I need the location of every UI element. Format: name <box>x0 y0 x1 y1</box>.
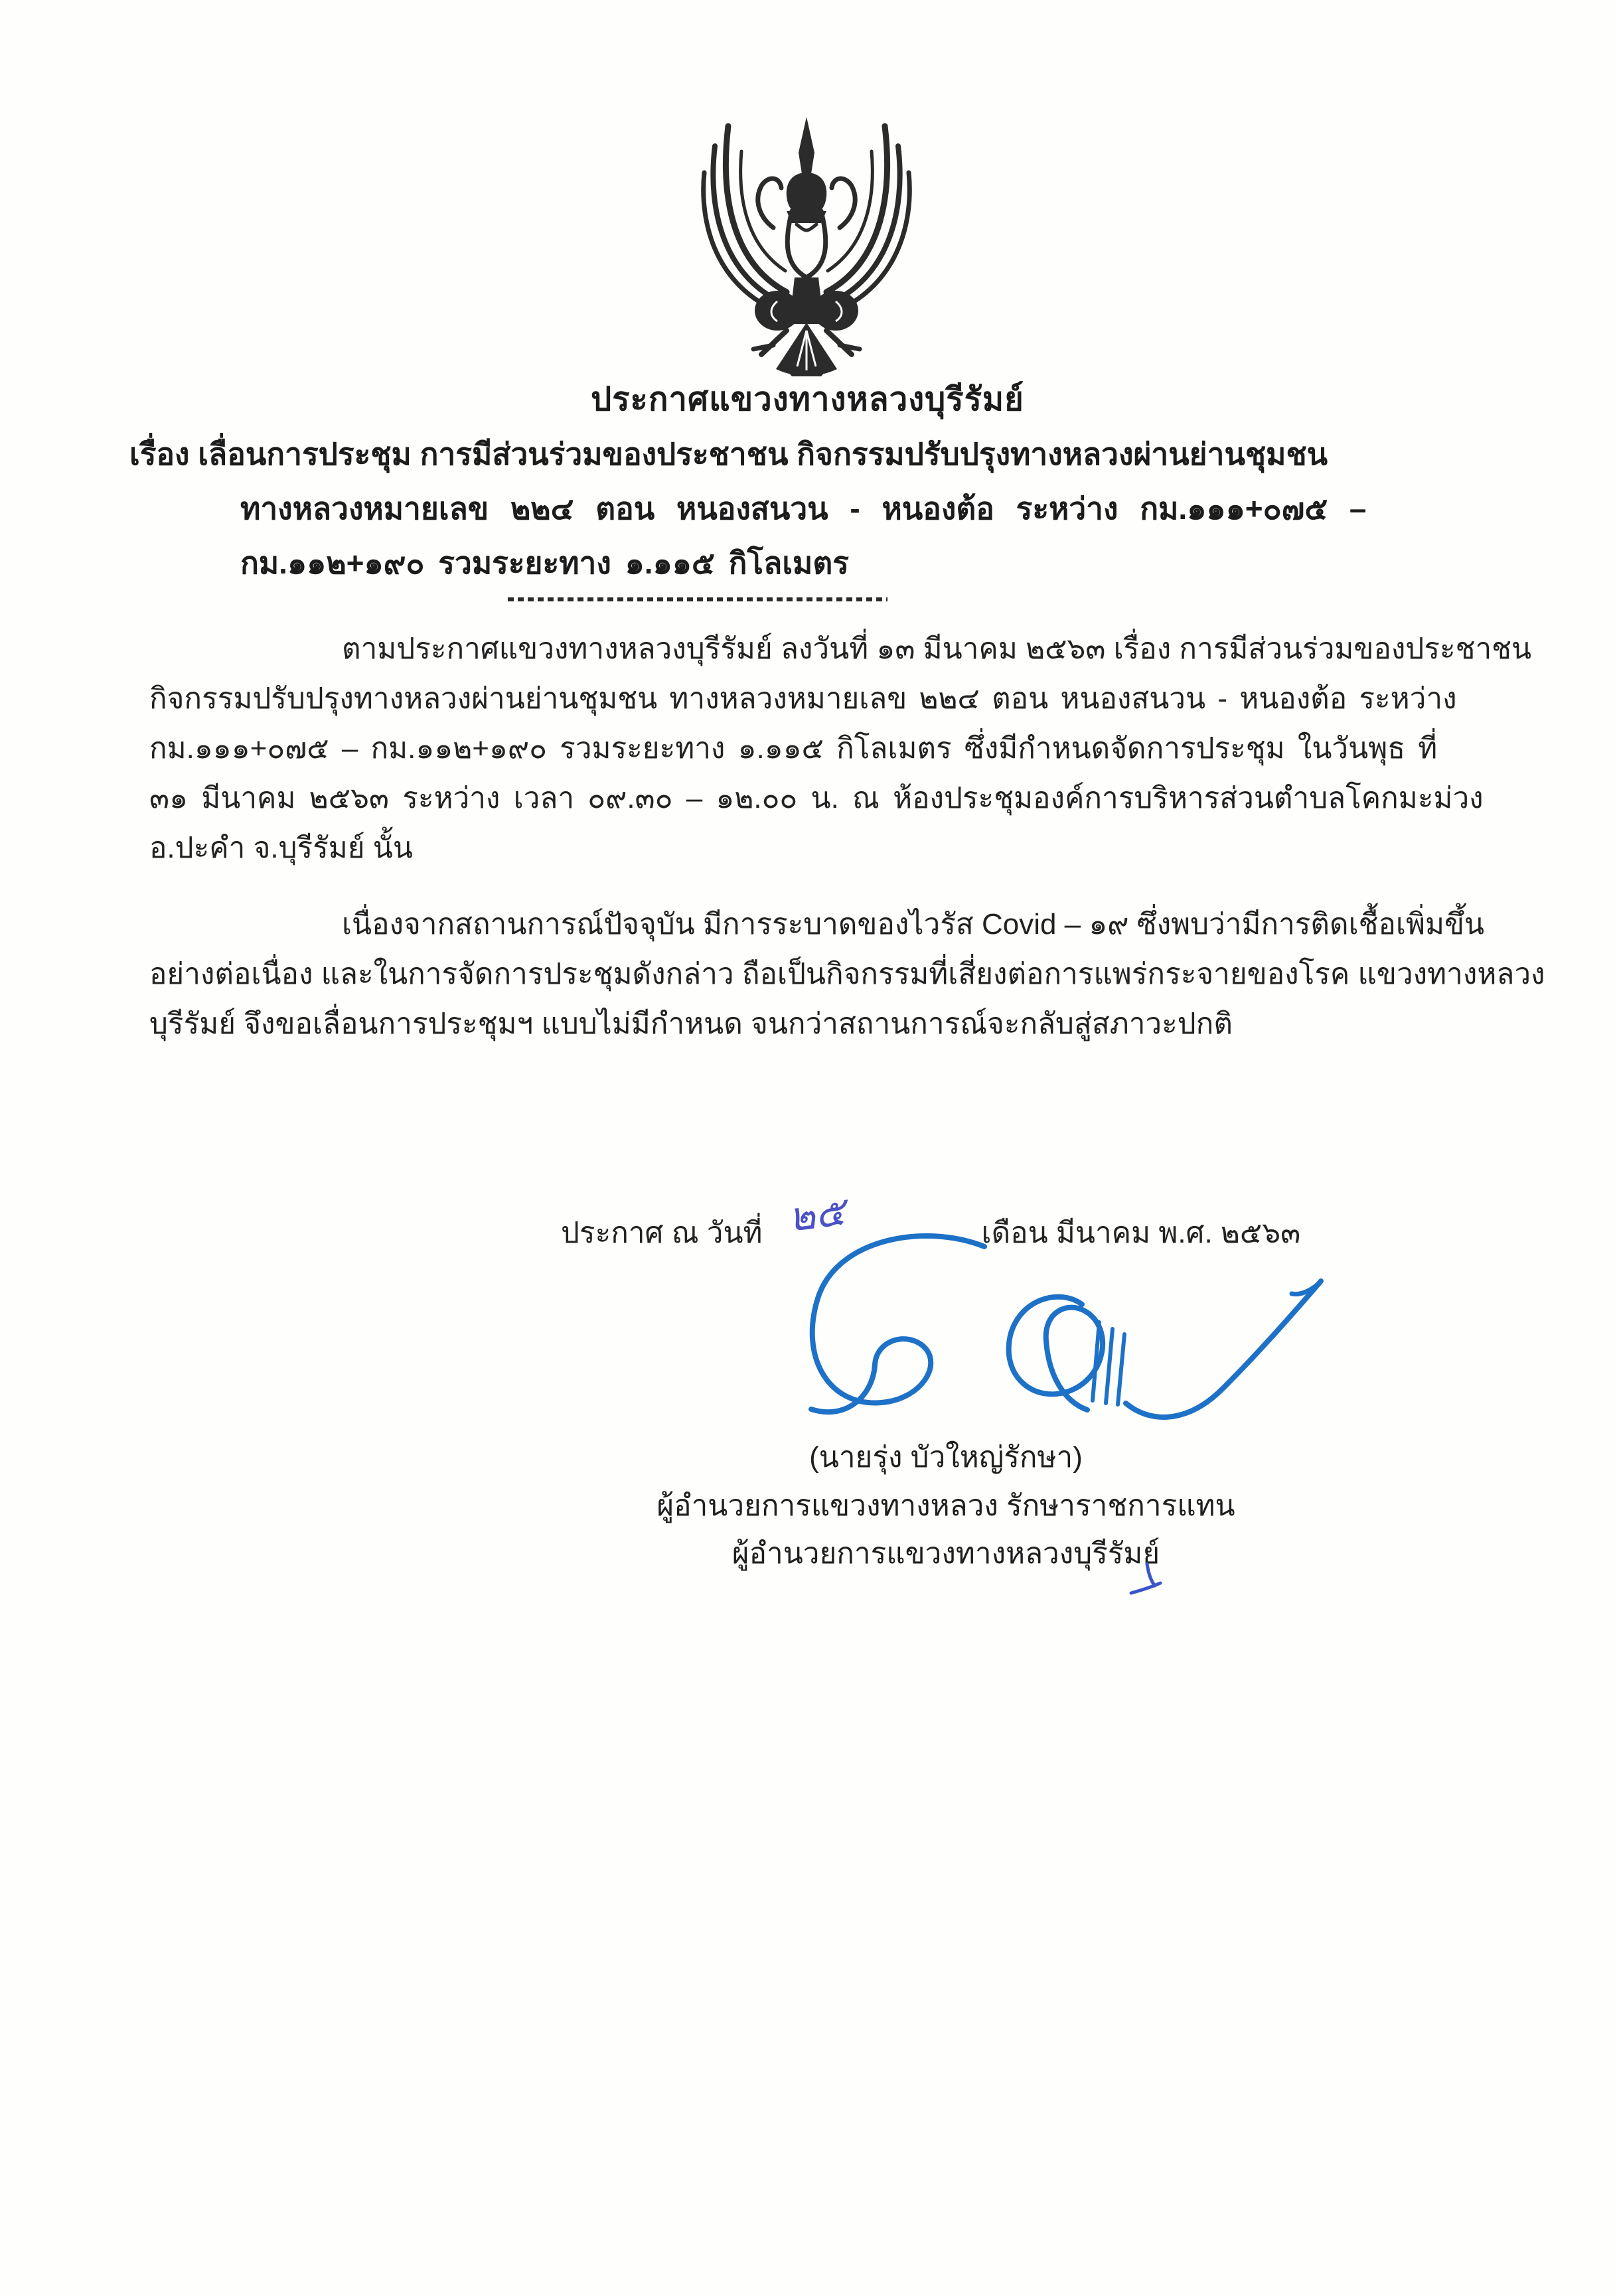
dashed-divider <box>508 597 887 601</box>
signer-title-line1: ผู้อำนวยการแขวงทางหลวง รักษาราชการแทน <box>656 1490 1235 1522</box>
pen-tick-mark <box>1127 1561 1174 1601</box>
paragraph2-line1: เนื่องจากสถานการณ์ปัจจุบัน มีการระบาดของไวรัส Covid – ๑๙ ซึ่งพบว่ามีการติดเชื้อเพิ่มขึ้น <box>342 908 1485 941</box>
subject-line-3: กม.๑๑๒+๑๙๐ รวมระยะทาง ๑.๑๑๕ กิโลเมตร <box>240 546 849 580</box>
date-prefix: ประกาศ ณ วันที่ <box>561 1217 763 1249</box>
paragraph1-line1: ตามประกาศแขวงทางหลวงบุรีรัมย์ ลงวันที่ ๑๓ มีนาคม ๒๕๖๓ เรื่อง การมีส่วนร่วมของประชาชน <box>342 633 1532 665</box>
paragraph1-line4: ๓๑ มีนาคม ๒๕๖๓ ระหว่าง เวลา ๐๙.๓๐ – ๑๒.๐๐ น. ณ ห้องประชุมองค์การบริหารส่วนตำบลโคกมะม่วง <box>149 782 1484 814</box>
paragraph1-line5: อ.ปะคำ จ.บุรีรัมย์ นั้น <box>149 832 413 864</box>
subject-line-2: ทางหลวงหมายเลข ๒๒๔ ตอน หนองสนวน - หนองต้อ ระหว่าง กม.๑๑๑+๐๗๕ – <box>240 491 1367 526</box>
signature-ink <box>782 1228 1333 1440</box>
paragraph1-line3: กม.๑๑๑+๐๗๕ – กม.๑๑๒+๑๙๐ รวมระยะทาง ๑.๑๑๕ กิโลเมตร ซึ่งมีกำหนดจัดการประชุม ในวันพุธ ที่ <box>149 732 1438 765</box>
paragraph2-line3: บุรีรัมย์ จึงขอเลื่อนการประชุมฯ แบบไม่มีกำหนด จนกว่าสถานการณ์จะกลับสู่สภาวะปกติ <box>149 1008 1233 1040</box>
paragraph2-line2: อย่างต่อเนื่อง และในการจัดการประชุมดังกล่าว ถือเป็นกิจกรรมที่เสี่ยงต่อการแพร่กระจายของโรค แขวงทางหลวง <box>149 958 1545 990</box>
paragraph1-line2: กิจกรรมปรับปรุงทางหลวงผ่านย่านชุมชน ทางหลวงหมายเลข ๒๒๔ ตอน หนองสนวน - หนองต้อ ระหว่าง <box>149 682 1457 715</box>
date-suffix: เดือน มีนาคม พ.ศ. ๒๕๖๓ <box>981 1217 1301 1249</box>
signer-title-line2: ผู้อำนวยการแขวงทางหลวงบุรีรัมย์ <box>731 1537 1160 1570</box>
announcement-title: ประกาศแขวงทางหลวงบุรีรัมย์ <box>591 382 1024 418</box>
handwritten-day-number: ๒๕ <box>786 1189 848 1240</box>
garuda-emblem-icon <box>687 112 926 377</box>
signer-name: (นายรุ่ง บัวใหญ่รักษา) <box>809 1441 1083 1474</box>
subject-line-1: เรื่อง เลื่อนการประชุม การมีส่วนร่วมของประชาชน กิจกรรมปรับปรุงทางหลวงผ่านย่านชุมชน <box>129 437 1328 471</box>
